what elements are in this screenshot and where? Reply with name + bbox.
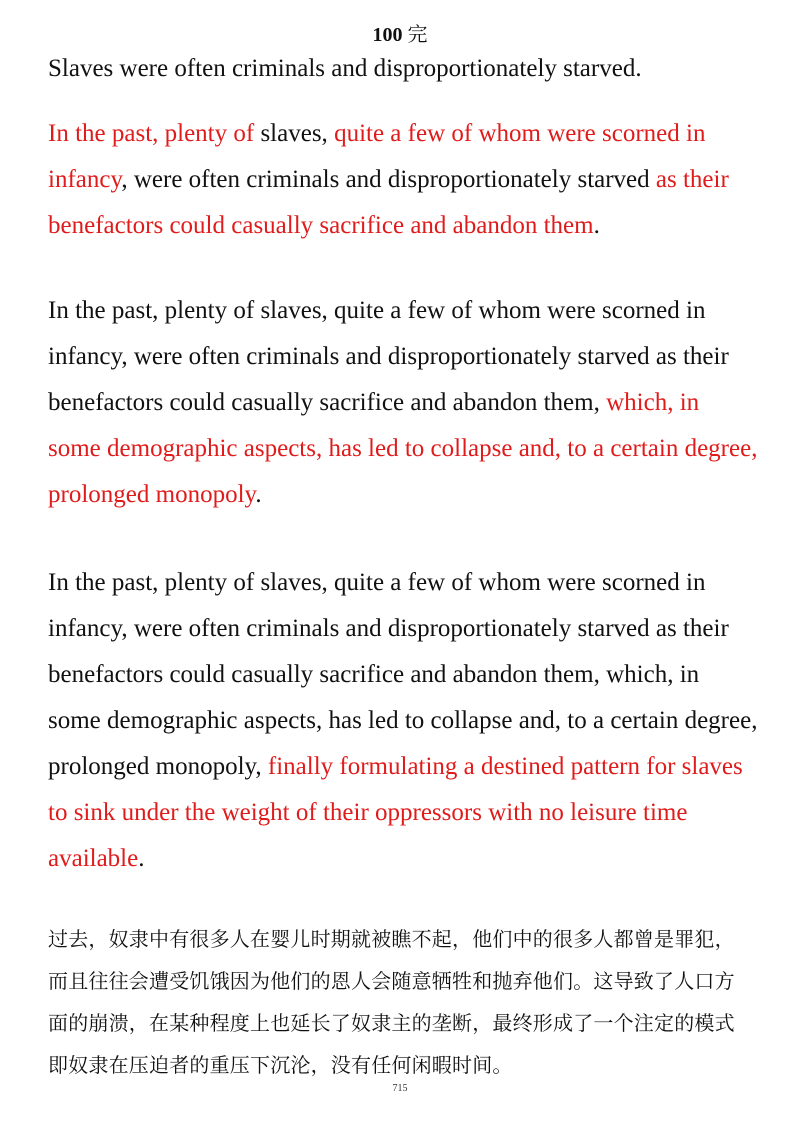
p1-segment-5: as their benefactors could casually sacrifice and abandon them [48,166,729,239]
page-number: 715 [392,1083,408,1094]
p1-segment-3: quite a few of whom were scorned in infancy [48,120,706,193]
summary-sentence: Slaves were often criminals and disproportionately starved. [48,55,642,82]
p1-segment-4: , were often criminals and disproportionately starved [121,166,656,193]
p1-segment-1: In the past, plenty of [48,120,255,147]
chinese-translation: 过去，奴隶中有很多人在婴儿时期就被瞧不起，他们中的很多人都曾是罪犯，而且往往会遭受饥饿因为他们的恩人会随意牺牲和抛弃他们。这导致了人口方面的崩溃，在某种程度上也延长了奴隶主的垄断，最终形成了一个注定的模式即奴隶在压迫者的重压下沉沦，没有任何闲暇时间。 [48,927,735,1077]
p2-segment-1: In the past, plenty of slaves, quite a few of whom were scorned in infancy, were often criminals and disproportionately starved as their benefactors could casually sacrifice and abandon them, [48,297,729,416]
p3-segment-2: finally formulating a destined pattern for slaves to sink under the weight of their oppressors with no leisure time available [48,753,743,872]
p1-segment-6: . [593,212,600,239]
paragraph-2 [48,288,758,518]
entry-complete-mark: 完 [407,22,428,46]
paragraph-3 [48,560,758,882]
p3-segment-3: . [138,845,145,872]
p1-segment-2: slaves, [254,120,335,147]
p2-segment-3: . [255,481,262,508]
page-header [0,18,800,47]
paragraph-1 [48,111,758,249]
entry-number: 100 [372,24,403,46]
p2-segment-2: which, in some demographic aspects, has led to collapse and, to a certain degree, prolonged monopoly [48,389,758,508]
p3-segment-1: In the past, plenty of slaves, quite a few of whom were scorned in infancy, were often criminals and disproportionately starved as their benefactors could casually sacrifice and abandon them, which, in some demographic aspects, has led to collapse and, to a certain degree, prolonged monopoly, [48,569,758,780]
